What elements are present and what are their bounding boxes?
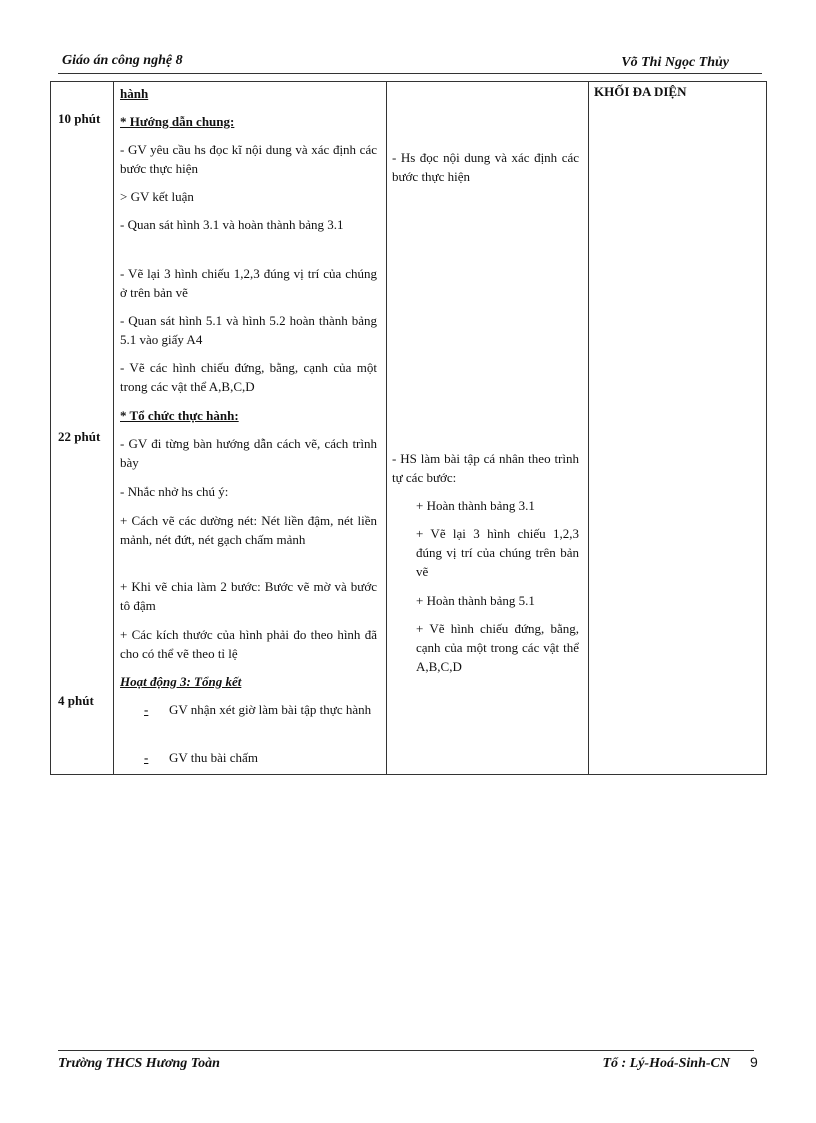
column-divider: [386, 82, 387, 774]
lesson-table: [50, 81, 767, 775]
continuation-heading: hành: [120, 86, 149, 101]
footer-school: Trường THCS Hương Toàn: [58, 1056, 220, 1071]
student-step: - Hs đọc nội dung và xác định các bước thực hiện: [392, 150, 579, 184]
time-label: 22 phút: [58, 429, 101, 444]
header-teacher: Võ Thi Ngọc Thủy: [621, 55, 729, 70]
time-label: 10 phút: [58, 111, 101, 126]
teacher-step: GV thu bài chấm: [169, 750, 258, 765]
student-step: + Vẽ hình chiếu đứng, bằng, cạnh của một trong các vật thể A,B,C,D: [416, 621, 579, 674]
teacher-step: - Vẽ lại 3 hình chiếu 1,2,3 đúng vị trí của chúng ở trên bản vẽ: [120, 266, 377, 300]
teacher-step: > GV kết luận: [120, 189, 194, 204]
student-step: - HS làm bài tập cá nhân theo trình tự các bước:: [392, 451, 579, 485]
column-divider: [113, 82, 114, 774]
footer-rule: [58, 1050, 754, 1051]
footer-department: Tổ : Lý-Hoá-Sinh-CN: [602, 1056, 730, 1071]
teacher-step: - GV đi từng bàn hướng dẫn cách vẽ, cách trình bày: [120, 436, 377, 470]
student-step: + Vẽ lại 3 hình chiếu 1,2,3 đúng vị trí của chúng trên bản vẽ: [416, 526, 579, 579]
student-step: + Hoàn thành bảng 3.1: [416, 498, 535, 513]
organization-heading: * Tổ chức thực hành:: [120, 408, 239, 423]
teacher-step: - Nhắc nhở hs chú ý:: [120, 484, 229, 499]
time-label: 4 phút: [58, 693, 94, 708]
page-number: 9: [750, 1054, 758, 1070]
general-guidance-heading: * Hướng dẫn chung:: [120, 114, 235, 129]
teacher-step: - GV yêu cầu hs đọc kĩ nội dung và xác định các bước thực hiện: [120, 142, 377, 176]
dash-marker: -: [144, 702, 149, 717]
header-rule: [58, 73, 762, 74]
student-step: + Hoàn thành bảng 5.1: [416, 593, 535, 608]
dash-marker: -: [144, 750, 149, 765]
teacher-step: + Khi vẽ chia làm 2 bước: Bước vẽ mờ và bước tô đậm: [120, 579, 377, 613]
teacher-step: GV nhận xét giờ làm bài tập thực hành: [169, 702, 372, 717]
topic-heading: KHỐI ĐA DIỆN: [594, 84, 687, 99]
teacher-step: + Các kích thước của hình phải đo theo hình đã cho có thể vẽ theo tỉ lệ: [120, 627, 377, 661]
activity-3-heading: Hoạt động 3: Tổng kết: [120, 674, 242, 689]
teacher-step: - Quan sát hình 3.1 và hoàn thành bảng 3.1: [120, 217, 344, 232]
teacher-step: + Cách vẽ các dường nét: Nét liền đậm, nét liền mảnh, nét đứt, nét gạch chấm mảnh: [120, 513, 377, 547]
teacher-step: - Quan sát hình 5.1 và hình 5.2 hoàn thành bảng 5.1 vào giấy A4: [120, 313, 377, 347]
header-subject: Giáo án công nghệ 8: [62, 53, 183, 68]
column-divider: [588, 82, 589, 774]
teacher-step: - Vẽ các hình chiếu đứng, bằng, cạnh của một trong các vật thể A,B,C,D: [120, 360, 377, 394]
